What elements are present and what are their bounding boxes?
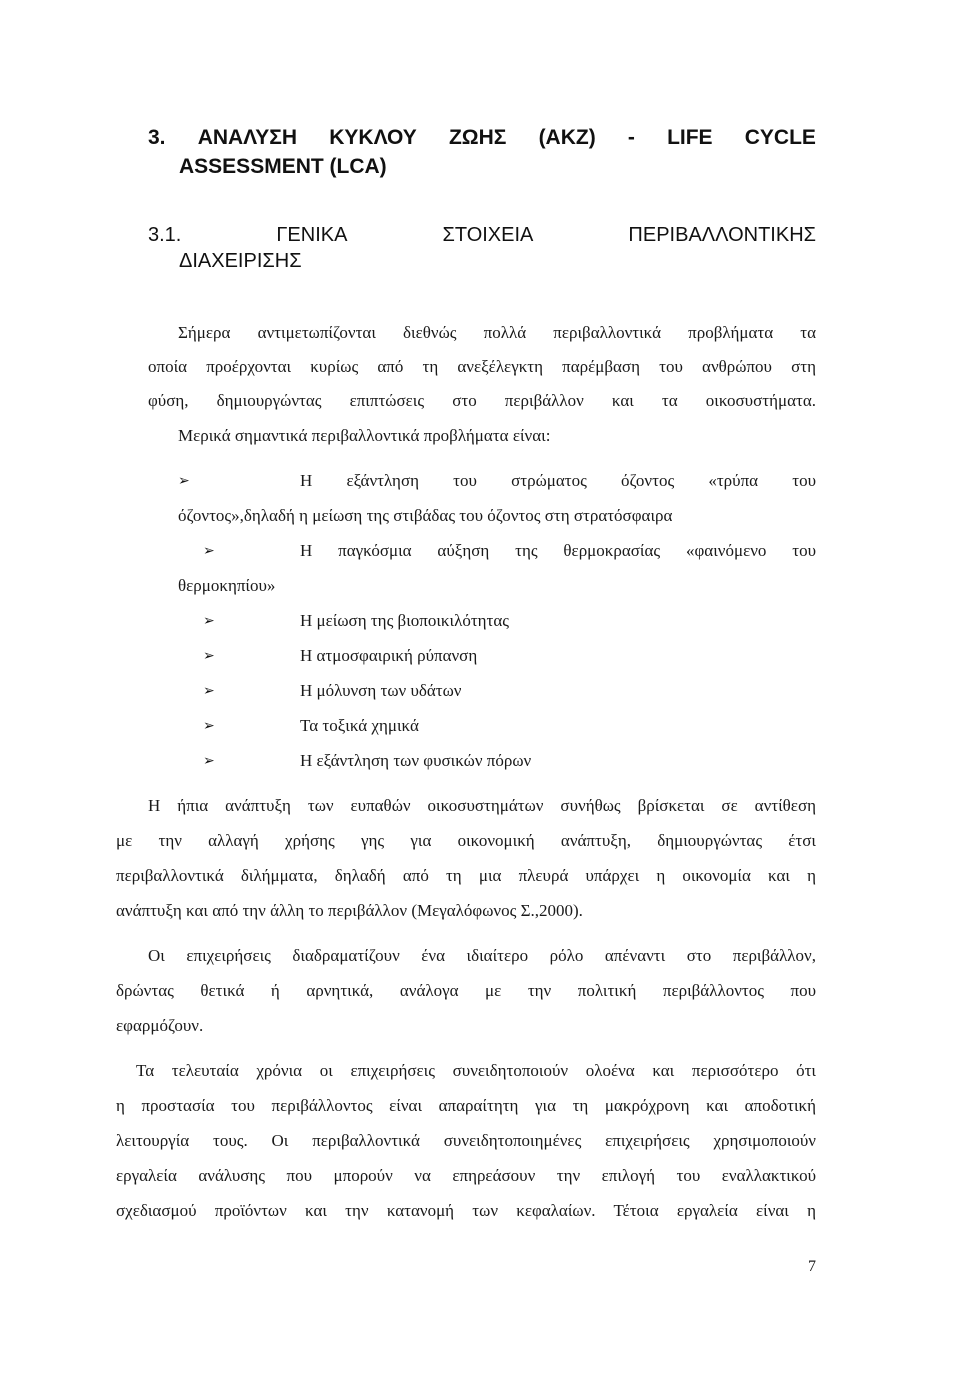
paragraph-line: η προστασία του περιβάλλοντος είναι απαραίτητη για τη μακρόχρονη και αποδοτική bbox=[116, 1096, 816, 1115]
section-heading: 3.1. ΓΕΝΙΚΑ ΣΤΟΙΧΕΙΑ ΠΕΡΙΒΑΛΛΟΝΤΙΚΗΣ bbox=[148, 224, 816, 246]
chapter-heading: 3. ΑΝΑΛΥΣΗ ΚΥΚΛΟΥ ΖΩΗΣ (ΑΚΖ) - LIFE CYCLE bbox=[148, 126, 816, 149]
bullet-item-continued: όζοντος»,δηλαδή η μείωση της στιβάδας του όζοντος στη στρατόσφαιρα bbox=[178, 506, 673, 525]
bullet-item: Τα τοξικά χημικά bbox=[300, 716, 419, 735]
bullet-arrow-icon: ➢ bbox=[178, 473, 190, 489]
intro-line: φύση, δημιουργώντας επιπτώσεις στο περιβάλλον και τα οικοσυστήματα. bbox=[148, 391, 816, 410]
bullet-arrow-icon: ➢ bbox=[203, 543, 215, 559]
bullet-item: Η παγκόσμια αύξηση της θερμοκρασίας «φαινόμενο του bbox=[300, 541, 816, 560]
intro-line: Σήμερα αντιμετωπίζονται διεθνώς πολλά περιβαλλοντικά προβλήματα τα bbox=[178, 323, 816, 342]
page-number: 7 bbox=[808, 1258, 816, 1275]
paragraph-line: με την αλλαγή χρήσης γης για οικονομική ανάπτυξη, δημιουργώντας έτσι bbox=[116, 831, 816, 850]
section-heading-line2: ΔΙΑΧΕΙΡΙΣΗΣ bbox=[179, 250, 302, 272]
bullet-item: Η μείωση της βιοποικιλότητας bbox=[300, 611, 510, 630]
bullet-arrow-icon: ➢ bbox=[203, 683, 215, 699]
paragraph-line: περιβαλλοντικά διλήμματα, δηλαδή από τη μια πλευρά υπάρχει η οικονομία και η bbox=[116, 866, 816, 885]
bullet-item: Η ατμοσφαιρική ρύπανση bbox=[300, 646, 478, 665]
chapter-number: 3. bbox=[148, 126, 166, 149]
bullet-arrow-icon: ➢ bbox=[203, 648, 215, 664]
paragraph-line: Η ήπια ανάπτυξη των ευπαθών οικοσυστημάτων συνήθως βρίσκεται σε αντίθεση bbox=[148, 796, 816, 815]
bullet-arrow-icon: ➢ bbox=[203, 718, 215, 734]
paragraph-line: εργαλεία ανάλυσης που μπορούν να επηρεάσουν την επιλογή του εναλλακτικού bbox=[116, 1166, 816, 1185]
chapter-heading-line2: ASSESSMENT (LCA) bbox=[179, 155, 387, 178]
intro-line: Μερικά σημαντικά περιβαλλοντικά προβλήματα είναι: bbox=[178, 426, 551, 445]
paragraph-line: σχεδιασμού προϊόντων και την κατανομή των κεφαλαίων. Τέτοια εργαλεία είναι η bbox=[116, 1201, 816, 1220]
paragraph-line: Τα τελευταία χρόνια οι επιχειρήσεις συνειδητοποιούν ολοένα και περισσότερο ότι bbox=[136, 1061, 816, 1080]
paragraph-line: ανάπτυξη και από την άλλη το περιβάλλον (Μεγαλόφωνος Σ.,2000). bbox=[116, 901, 583, 920]
bullet-item: Η εξάντληση του στρώματος όζοντος «τρύπα του bbox=[300, 471, 816, 490]
bullet-item: Η εξάντληση των φυσικών πόρων bbox=[300, 751, 532, 770]
bullet-item-continued: θερμοκηπίου» bbox=[178, 576, 276, 595]
paragraph-line: δρώντας θετικά ή αρνητικά, ανάλογα με την πολιτική περιβάλλοντος που bbox=[116, 981, 816, 1000]
bullet-item: Η μόλυνση των υδάτων bbox=[300, 681, 462, 700]
paragraph-line: Οι επιχειρήσεις διαδραματίζουν ένα ιδιαίτερο ρόλο απέναντι στο περιβάλλον, bbox=[148, 946, 816, 965]
section-number: 3.1. bbox=[148, 224, 182, 246]
paragraph-line: εφαρμόζουν. bbox=[116, 1016, 204, 1035]
paragraph-line: λειτουργία τους. Οι περιβαλλοντικά συνειδητοποιημένες επιχειρήσεις χρησιμοποιούν bbox=[116, 1131, 816, 1150]
bullet-arrow-icon: ➢ bbox=[203, 613, 215, 629]
bullet-arrow-icon: ➢ bbox=[203, 753, 215, 769]
intro-line: οποία προέρχονται κυρίως από τη ανεξέλεγκτη παρέμβαση του ανθρώπου στη bbox=[148, 357, 816, 376]
